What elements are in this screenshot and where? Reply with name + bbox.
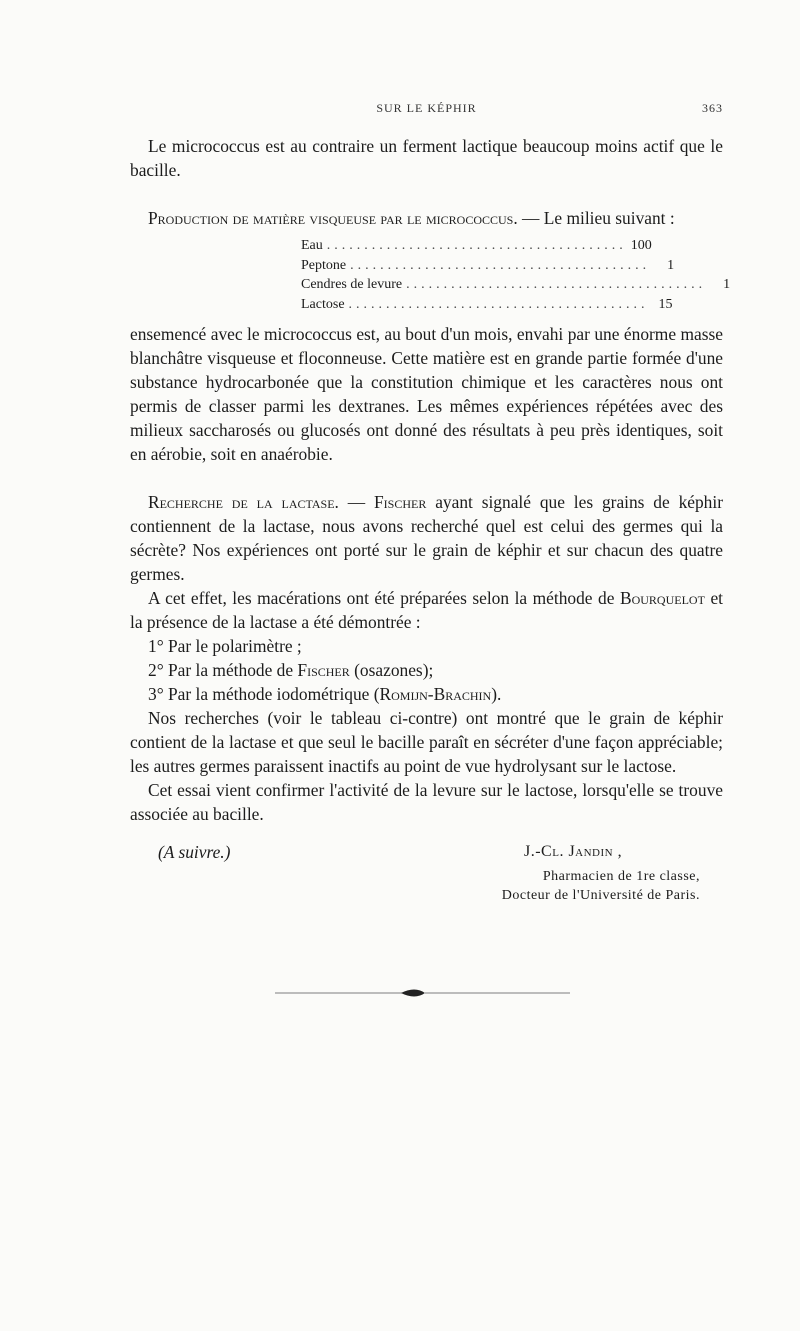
section-viscous-matter-lead <box>130 206 723 230</box>
section-lead-text: Le milieu suivant : <box>543 208 675 228</box>
intro-paragraph: Le micrococcus est au contraire un ferment lactique beaucoup moins actif que le bacille. <box>130 136 723 180</box>
recipe-label: Cendres de levure <box>301 277 403 292</box>
paragraph-text: et la présence de la lactase a été démontrée : <box>130 588 723 632</box>
recipe-label: Peptone <box>301 257 347 273</box>
paragraph-text: A cet effet, les macérations ont été préparées selon la méthode de <box>148 588 620 608</box>
recipe-row <box>301 236 652 256</box>
qualification-line: Docteur de l'Université de Paris. <box>501 888 700 903</box>
author-name-fischer: Fischer <box>297 660 350 680</box>
results-paragraph: Nos recherches (voir le tableau ci-contre) ont montré que le grain de képhir contient de la lactase et que seul le bacille paraît en sécréter d'une façon appréciable; les autres germes paraissent inactifs au point de vue hydrolysant sur le lactose. <box>130 708 723 776</box>
method-paragraph <box>130 586 723 634</box>
recipe-row <box>301 256 675 276</box>
section-heading-viscous: Production de matière visqueuse par le micrococcus. <box>148 208 518 228</box>
culture-medium-recipe <box>301 236 731 314</box>
recipe-label: Eau <box>301 238 323 253</box>
leader-dots: ........................................ <box>326 238 627 253</box>
section-viscous-body: ensemencé avec le micrococcus est, au bout d'un mois, envahi par une énorme masse blanchâtre visqueuse et floconneuse. Cette matière est en grande partie formée d'une substance hydrocarbonée que la constitution chimique et les caractères nous ont permis de classer parmi les dextranes. Les mêmes expériences répétées avec des milieux saccharosés ou glucosés ont donné des résultats à peu près identiques, soit en aérobie, soit en anaérobie. <box>130 324 723 464</box>
signature-block <box>130 840 723 910</box>
author-signature: J.-Cl. Jandin , <box>524 843 623 860</box>
recipe-label: Lactose <box>301 296 345 312</box>
author-qualifications <box>460 867 700 905</box>
paragraph-text: ayant signalé que les grains de képhir contiennent de la lactase, nous avons recherché quel est celui des germes qui la sécrète? Nos expériences ont porté sur le grain de képhir et sur chacun des quatre germes. <box>130 492 724 584</box>
author-name-bourquelot: Bourquelot <box>619 588 705 608</box>
leader-dots: ........................................ <box>348 296 649 312</box>
section-lactase-paragraph <box>130 490 723 586</box>
recipe-value: 100 <box>630 238 652 253</box>
page-number: 363 <box>702 101 723 115</box>
end-ornament <box>275 986 570 1000</box>
recipe-value: 1 <box>667 257 675 273</box>
method-item-2 <box>130 658 723 682</box>
recipe-value: 15 <box>658 296 673 312</box>
item-text: (osazones); <box>349 660 434 680</box>
leader-dots: ........................................ <box>406 277 707 292</box>
recipe-row <box>301 295 673 315</box>
running-header <box>130 101 723 121</box>
heading-dash: — <box>338 492 374 512</box>
author-name-fischer: Fischer <box>373 492 427 512</box>
section-heading-lactase: Recherche de la lactase. <box>148 492 339 512</box>
conclusion-paragraph: Cet essai vient confirmer l'activité de la levure sur le lactose, lorsqu'elle se trouve associée au bacille. <box>130 780 723 824</box>
qualification-line: Pharmacien de 1re classe, <box>542 869 700 884</box>
body-text <box>130 134 731 910</box>
ornament-flourish <box>401 990 425 997</box>
recipe-value: 1 <box>723 277 731 292</box>
method-item-3 <box>130 682 723 706</box>
recipe-row <box>301 275 731 295</box>
leader-dots: ........................................ <box>350 257 651 273</box>
item-text: 2° Par la méthode de <box>148 660 298 680</box>
author-name-romijn-brachin: Romijn-Brachin <box>379 684 492 704</box>
item-text: ). <box>491 684 502 704</box>
to-be-continued: (A suivre.) <box>158 842 231 862</box>
item-text: 3° Par la méthode iodométrique ( <box>148 684 380 704</box>
heading-dash: — <box>517 208 544 228</box>
running-title: SUR LE KÉPHIR <box>376 101 477 115</box>
method-item-1: 1° Par le polarimètre ; <box>148 636 302 656</box>
